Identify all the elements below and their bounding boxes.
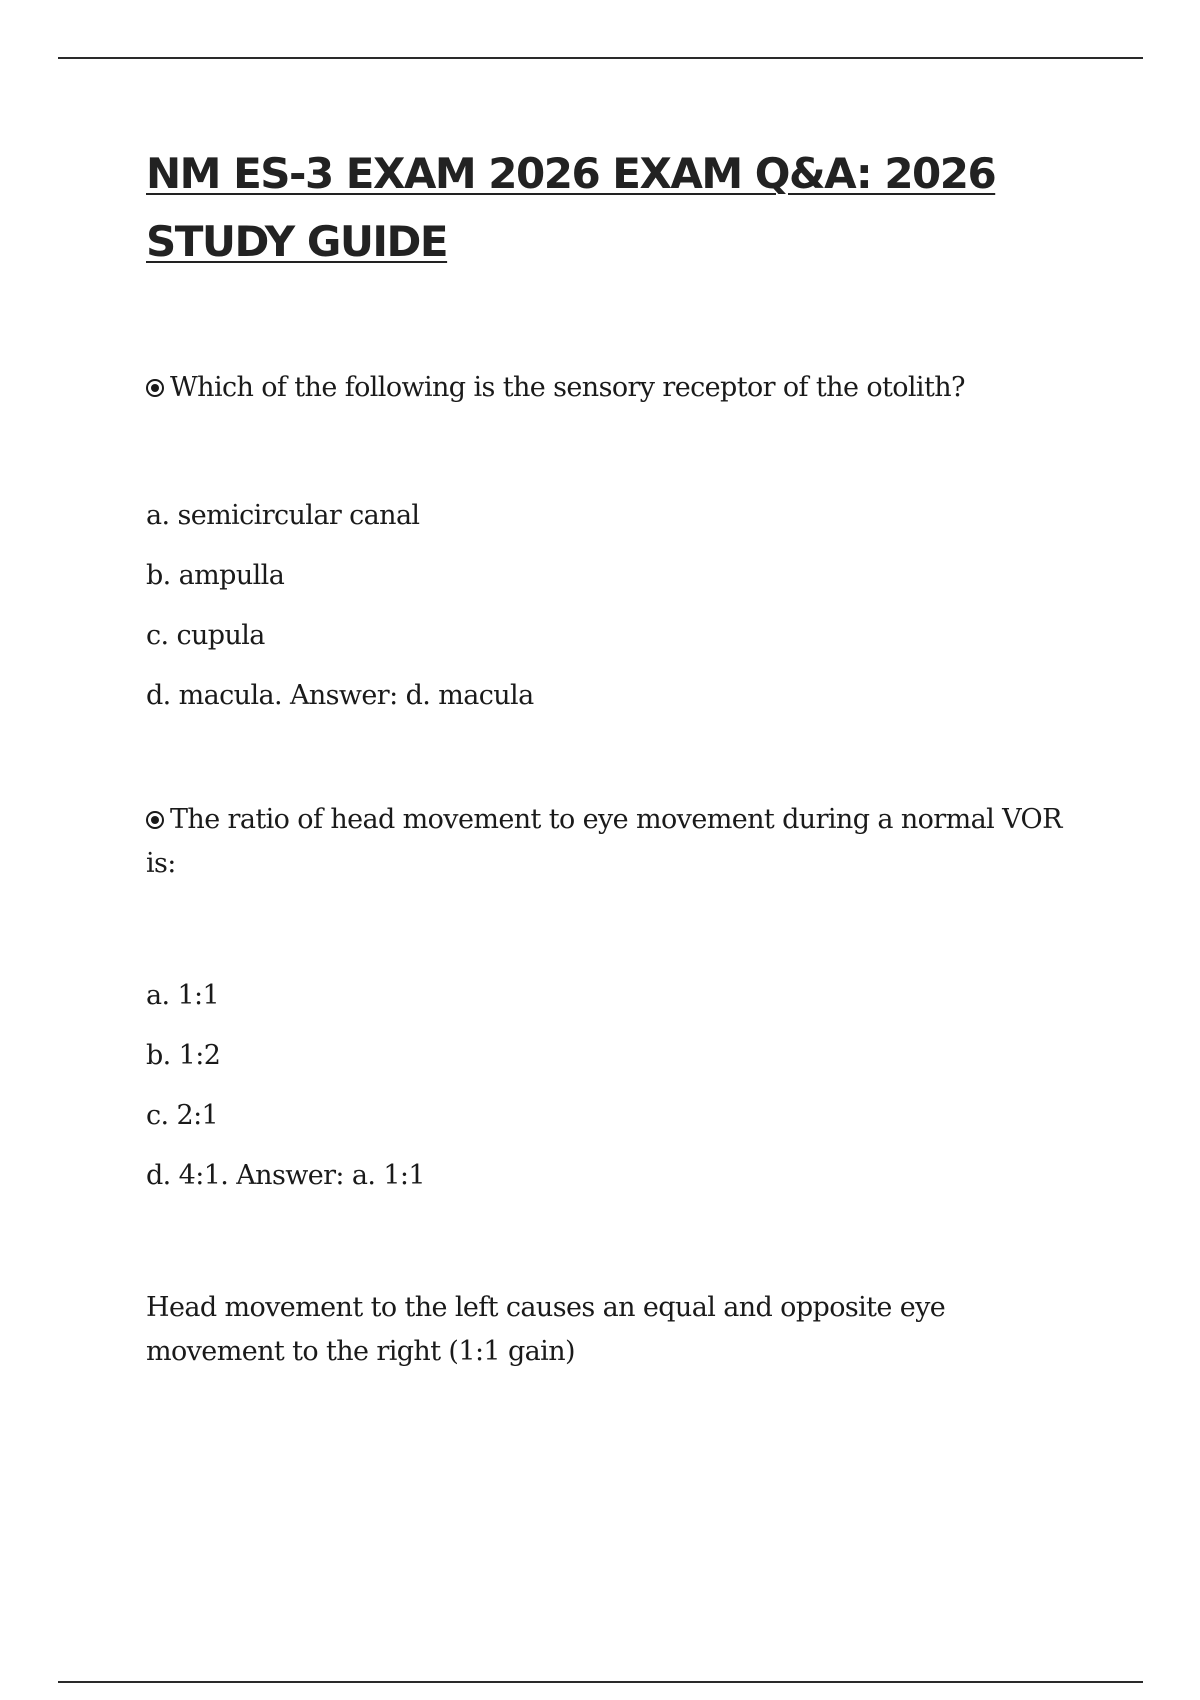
radio-bullet-icon xyxy=(146,379,164,397)
question-1-text: Which of the following is the sensory receptor of the otolith? xyxy=(170,372,965,403)
option-item: c. 2:1 xyxy=(146,1100,219,1131)
option-item: a. 1:1 xyxy=(146,980,220,1011)
question-1 xyxy=(146,366,1086,410)
explanation-note: Head movement to the left causes an equal and opposite eye movement to the right (1:1 gain) xyxy=(146,1292,946,1367)
question-2-options xyxy=(146,966,1086,1206)
question-2 xyxy=(146,798,1086,886)
option-item-with-answer: d. 4:1. Answer: a. 1:1 xyxy=(146,1160,426,1191)
option-item-with-answer: d. macula. Answer: d. macula xyxy=(146,680,534,711)
top-rule xyxy=(58,57,1143,59)
option-item: b. ampulla xyxy=(146,560,285,591)
radio-bullet-icon xyxy=(146,811,164,829)
document-title: NM ES-3 EXAM 2026 EXAM Q&A: 2026 STUDY GUIDE xyxy=(146,149,996,266)
document-body xyxy=(146,140,1086,1374)
bottom-rule xyxy=(58,1681,1143,1683)
option-item: c. cupula xyxy=(146,620,265,651)
option-item: a. semicircular canal xyxy=(146,500,420,531)
option-item: b. 1:2 xyxy=(146,1040,221,1071)
question-2-text: The ratio of head movement to eye movement during a normal VOR is: xyxy=(146,804,1062,879)
question-1-options xyxy=(146,486,1086,726)
